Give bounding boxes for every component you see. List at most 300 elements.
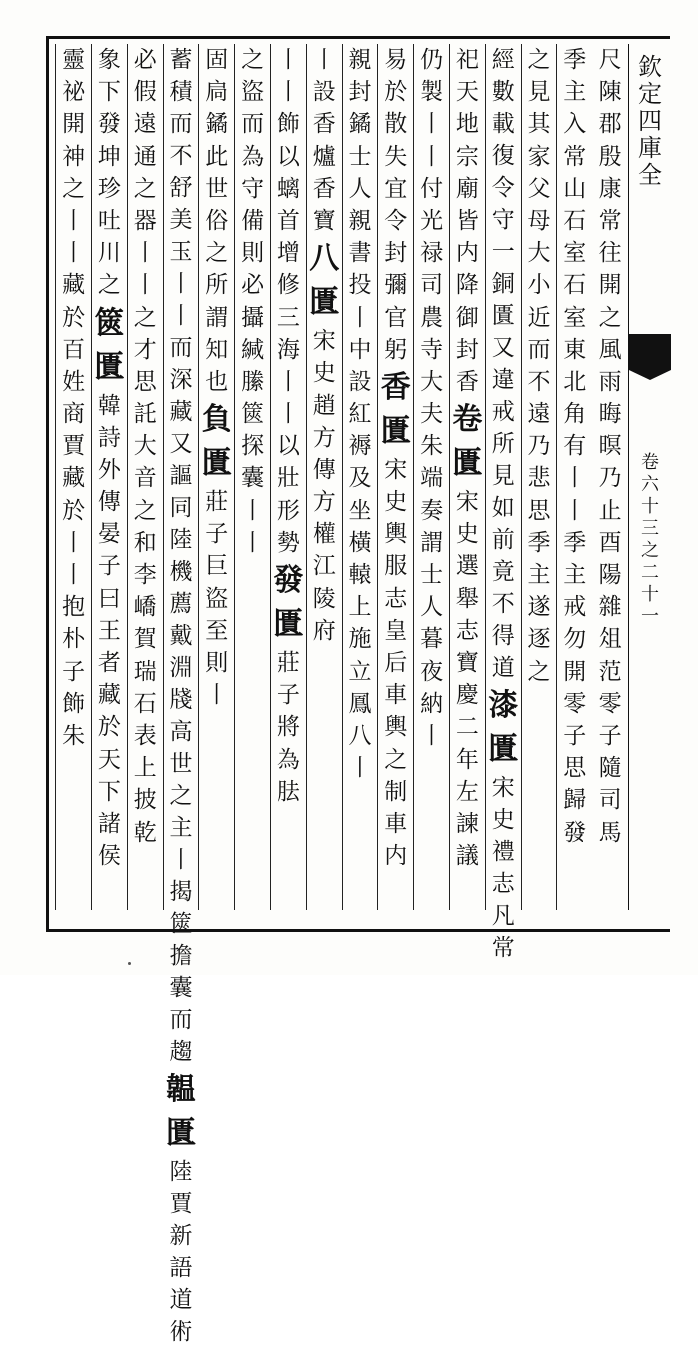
text-column bbox=[163, 44, 199, 1345]
text-char: 親 bbox=[348, 207, 372, 234]
text-char: 内 bbox=[455, 240, 479, 267]
text-char: 散 bbox=[384, 111, 408, 138]
text-char: 議 bbox=[455, 843, 479, 870]
text-char: 丨 bbox=[312, 47, 336, 73]
text-char: 形 bbox=[276, 497, 300, 524]
text-char: 世 bbox=[205, 175, 229, 202]
text-char: 丨 bbox=[133, 240, 157, 267]
text-column bbox=[449, 44, 485, 910]
text-char: 司 bbox=[598, 787, 622, 814]
text-char: 薦 bbox=[169, 591, 193, 617]
text-char: 思 bbox=[563, 755, 587, 782]
text-char: 鐍 bbox=[205, 111, 229, 138]
text-char: 王 bbox=[97, 617, 121, 644]
text-char: 寺 bbox=[420, 336, 444, 363]
text-char: 雨 bbox=[598, 368, 622, 395]
juan-char: 三 bbox=[641, 518, 659, 539]
text-char: 丨 bbox=[276, 79, 300, 106]
text-char: 積 bbox=[169, 79, 193, 105]
text-char: 宜 bbox=[384, 175, 408, 202]
text-char: 史 bbox=[384, 489, 408, 516]
text-char: 揭 bbox=[169, 879, 193, 905]
text-char: 陵 bbox=[312, 585, 336, 612]
text-char: 夜 bbox=[420, 658, 444, 685]
text-char: 所 bbox=[491, 431, 515, 457]
text-char: 小 bbox=[527, 272, 551, 299]
text-char: 姓 bbox=[62, 368, 86, 395]
text-char: 丨 bbox=[348, 755, 372, 782]
text-char: 吐 bbox=[97, 207, 121, 234]
text-char: 輿 bbox=[384, 714, 408, 741]
text-char: 逐 bbox=[527, 626, 551, 653]
page-gutter bbox=[628, 44, 670, 910]
text-char: 人 bbox=[420, 594, 444, 621]
text-char: 大 bbox=[527, 240, 551, 267]
text-char: 權 bbox=[312, 521, 336, 548]
text-char: 所 bbox=[205, 272, 229, 299]
text-char: 製 bbox=[420, 79, 444, 106]
text-char: 象 bbox=[97, 47, 121, 73]
text-char: 宋 bbox=[384, 456, 408, 483]
text-char: 禮 bbox=[491, 839, 515, 865]
juan-char: 卷 bbox=[641, 452, 659, 473]
text-char: 雜 bbox=[598, 594, 622, 621]
text-column bbox=[592, 44, 628, 910]
text-char: 諫 bbox=[455, 810, 479, 837]
speck bbox=[128, 962, 131, 965]
text-char: 石 bbox=[563, 272, 587, 299]
text-char: 左 bbox=[455, 778, 479, 805]
text-char: 士 bbox=[420, 562, 444, 588]
text-char: 封 bbox=[455, 336, 479, 363]
text-char: 志 bbox=[384, 585, 408, 612]
text-char: 之 bbox=[133, 175, 157, 202]
text-char: 謂 bbox=[205, 304, 229, 331]
text-char: 車 bbox=[384, 810, 408, 837]
text-char: 抱 bbox=[62, 594, 86, 621]
text-char: 探 bbox=[241, 433, 265, 460]
text-char: 書 bbox=[348, 240, 372, 267]
text-char: 語 bbox=[169, 1255, 193, 1281]
text-char: 遂 bbox=[527, 594, 551, 621]
text-char: 中 bbox=[348, 336, 372, 363]
text-column bbox=[377, 44, 413, 910]
entry-heading-char: 匱 bbox=[309, 285, 340, 321]
text-char: 郡 bbox=[598, 111, 622, 138]
text-char: 奏 bbox=[420, 497, 444, 524]
text-char: 篋 bbox=[169, 911, 193, 937]
text-char: 篋 bbox=[241, 401, 265, 428]
text-char: 為 bbox=[276, 746, 300, 773]
text-char: 此 bbox=[205, 143, 229, 170]
text-char: 為 bbox=[241, 143, 265, 170]
text-char: 於 bbox=[62, 497, 86, 524]
text-char: 令 bbox=[491, 175, 515, 201]
text-char: 緘 bbox=[241, 336, 265, 363]
text-char: 之 bbox=[384, 746, 408, 773]
text-char: 官 bbox=[384, 304, 408, 331]
juan-label bbox=[629, 452, 671, 628]
text-column bbox=[342, 44, 378, 910]
text-char: 才 bbox=[133, 336, 157, 363]
text-char: 常 bbox=[563, 143, 587, 170]
text-column bbox=[234, 44, 270, 910]
text-char: 丨 bbox=[205, 682, 229, 709]
text-char: 農 bbox=[420, 304, 444, 331]
text-char: 思 bbox=[133, 368, 157, 395]
text-char: 丨 bbox=[169, 271, 193, 297]
text-char: 府 bbox=[312, 617, 336, 644]
text-char: 載 bbox=[491, 111, 515, 137]
text-char: 失 bbox=[384, 143, 408, 170]
text-char: 皇 bbox=[384, 617, 408, 644]
book-title-char: 全 bbox=[638, 161, 662, 189]
text-char: 又 bbox=[491, 335, 515, 361]
text-char: 開 bbox=[598, 272, 622, 299]
text-char: 其 bbox=[527, 111, 551, 138]
text-char: 褥 bbox=[348, 433, 372, 460]
text-char: 遠 bbox=[527, 401, 551, 428]
text-char: 母 bbox=[527, 207, 551, 234]
text-char: 祕 bbox=[62, 79, 86, 106]
text-char: 戴 bbox=[169, 623, 193, 649]
text-char: 皆 bbox=[455, 207, 479, 234]
text-char: 擔 bbox=[169, 943, 193, 969]
text-char: 馬 bbox=[598, 819, 622, 846]
text-char: 盜 bbox=[205, 585, 229, 612]
text-char: 丨 bbox=[276, 368, 300, 395]
text-char: 凡 bbox=[491, 903, 515, 929]
text-char: 江 bbox=[312, 553, 336, 580]
text-char: 子 bbox=[205, 521, 229, 548]
text-char: 而 bbox=[169, 111, 193, 137]
text-char: 史 bbox=[455, 521, 479, 548]
text-char: 東 bbox=[563, 336, 587, 363]
text-char: 下 bbox=[97, 778, 121, 805]
text-char: 天 bbox=[455, 79, 479, 106]
text-char: 賈 bbox=[169, 1191, 193, 1217]
text-char: 躬 bbox=[384, 336, 408, 363]
text-char: 則 bbox=[205, 650, 229, 676]
text-char: 乃 bbox=[598, 465, 622, 492]
juan-char: 二 bbox=[641, 562, 659, 583]
text-char: 季 bbox=[527, 529, 551, 556]
text-char: 得 bbox=[491, 623, 515, 649]
juan-char: 十 bbox=[641, 584, 659, 605]
text-char: 囊 bbox=[169, 975, 193, 1001]
text-char: 匱 bbox=[491, 303, 515, 329]
text-char: 暮 bbox=[420, 626, 444, 653]
text-char: 子 bbox=[563, 722, 587, 749]
text-char: 玉 bbox=[169, 239, 193, 265]
text-char: 酉 bbox=[598, 529, 622, 556]
text-char: 海 bbox=[276, 336, 300, 363]
text-char: 諸 bbox=[97, 810, 121, 837]
text-char: 勢 bbox=[276, 529, 300, 556]
text-char: 禄 bbox=[420, 240, 444, 267]
text-char: 一 bbox=[491, 239, 515, 265]
text-char: 大 bbox=[133, 433, 157, 460]
text-char: 季 bbox=[563, 529, 587, 556]
text-char: 乃 bbox=[527, 433, 551, 460]
text-char: 牋 bbox=[169, 687, 193, 713]
text-char: 藏 bbox=[169, 399, 193, 425]
text-char: 丨 bbox=[563, 465, 587, 492]
text-char: 封 bbox=[348, 79, 372, 106]
text-char: 而 bbox=[169, 335, 193, 361]
text-char: 范 bbox=[598, 658, 622, 685]
book-title bbox=[629, 54, 671, 189]
text-char: 商 bbox=[62, 401, 86, 428]
text-char: 而 bbox=[241, 111, 265, 138]
text-char: 暝 bbox=[598, 433, 622, 460]
text-char: 必 bbox=[133, 47, 157, 73]
text-char: 光 bbox=[420, 207, 444, 234]
text-char: 下 bbox=[97, 79, 121, 106]
text-char: 宋 bbox=[312, 328, 336, 355]
text-char: 方 bbox=[312, 489, 336, 516]
text-char: 者 bbox=[97, 650, 121, 676]
book-title-char: 欽 bbox=[638, 53, 662, 81]
text-char: 守 bbox=[491, 207, 515, 233]
text-char: 設 bbox=[312, 79, 336, 106]
text-char: 至 bbox=[205, 617, 229, 644]
text-char: 丨 bbox=[62, 529, 86, 556]
text-char: 常 bbox=[491, 935, 515, 961]
text-column bbox=[521, 44, 557, 910]
text-char: 子 bbox=[62, 658, 86, 685]
text-char: 香 bbox=[312, 111, 336, 138]
entry-heading-char: 匱 bbox=[488, 732, 519, 767]
text-column bbox=[413, 44, 449, 910]
text-char: 如 bbox=[491, 495, 515, 521]
entry-heading-char: 負 bbox=[201, 402, 232, 438]
text-char: 靈 bbox=[62, 47, 86, 73]
text-char: 遠 bbox=[133, 111, 157, 138]
text-char: 志 bbox=[491, 871, 515, 897]
text-char: 見 bbox=[527, 79, 551, 106]
text-char: 固 bbox=[205, 47, 229, 73]
text-char: 蓄 bbox=[169, 47, 193, 73]
text-char: 銅 bbox=[491, 271, 515, 297]
text-char: 輿 bbox=[384, 521, 408, 548]
text-char: 不 bbox=[491, 591, 515, 617]
text-char: 丨 bbox=[62, 240, 86, 267]
text-char: 修 bbox=[276, 272, 300, 299]
text-char: 世 bbox=[169, 751, 193, 777]
text-char: 康 bbox=[598, 175, 622, 202]
text-char: 發 bbox=[563, 819, 587, 846]
text-char: 飾 bbox=[62, 690, 86, 717]
text-char: 莊 bbox=[205, 489, 229, 516]
entry-heading-char: 卷 bbox=[452, 402, 483, 438]
entry-heading-char: 匱 bbox=[452, 446, 483, 482]
text-char: 開 bbox=[563, 658, 587, 685]
text-char: 李 bbox=[133, 562, 157, 588]
text-char: 投 bbox=[348, 272, 372, 299]
text-char: 道 bbox=[169, 1287, 193, 1313]
text-char: 藏 bbox=[62, 465, 86, 492]
entry-heading-char: 篋 bbox=[94, 305, 125, 341]
text-char: 常 bbox=[598, 207, 622, 234]
text-char: 降 bbox=[455, 272, 479, 299]
text-char: 器 bbox=[133, 207, 157, 234]
text-char: 夫 bbox=[420, 401, 444, 428]
text-char: 陽 bbox=[598, 562, 622, 588]
text-char: 紅 bbox=[348, 401, 372, 428]
text-char: 主 bbox=[527, 562, 551, 588]
text-char: 不 bbox=[169, 143, 193, 169]
text-char: 和 bbox=[133, 529, 157, 556]
text-char: 以 bbox=[276, 433, 300, 460]
book-title-char: 定 bbox=[638, 80, 662, 108]
text-char: 川 bbox=[97, 240, 121, 267]
book-title-char: 四 bbox=[638, 107, 662, 135]
text-char: 志 bbox=[455, 617, 479, 644]
text-char: 巨 bbox=[205, 553, 229, 580]
text-char: 嶠 bbox=[133, 594, 157, 621]
text-char: 淵 bbox=[169, 655, 193, 681]
text-char: 扃 bbox=[205, 79, 229, 106]
text-char: 丨 bbox=[563, 497, 587, 524]
text-char: 朴 bbox=[62, 626, 86, 653]
text-char: 令 bbox=[384, 207, 408, 234]
text-char: 立 bbox=[348, 658, 372, 685]
text-char: 增 bbox=[276, 240, 300, 267]
text-char: 之 bbox=[133, 304, 157, 331]
text-char: 御 bbox=[455, 304, 479, 331]
text-char: 寶 bbox=[455, 650, 479, 676]
text-char: 珍 bbox=[97, 175, 121, 202]
text-char: 首 bbox=[276, 207, 300, 234]
text-char: 之 bbox=[205, 240, 229, 267]
text-char: 美 bbox=[169, 207, 193, 233]
entry-heading-char: 匱 bbox=[273, 607, 304, 642]
text-char: 必 bbox=[241, 272, 265, 299]
text-char: 道 bbox=[491, 655, 515, 681]
text-column bbox=[306, 44, 342, 910]
text-char: 乾 bbox=[133, 819, 157, 846]
text-char: 鐍 bbox=[348, 111, 372, 138]
text-char: 子 bbox=[276, 682, 300, 709]
text-char: 坤 bbox=[97, 143, 121, 170]
entry-heading-char: 香 bbox=[380, 369, 411, 405]
text-char: 以 bbox=[276, 143, 300, 170]
text-char: 之 bbox=[598, 304, 622, 331]
text-char: 仍 bbox=[420, 47, 444, 73]
text-char: 主 bbox=[169, 815, 193, 841]
text-char: 丨 bbox=[420, 722, 444, 749]
text-char: 封 bbox=[384, 240, 408, 267]
text-char: 俎 bbox=[598, 626, 622, 653]
text-char: 選 bbox=[455, 553, 479, 580]
text-char: 丨 bbox=[169, 847, 193, 873]
entry-heading-char: 漆 bbox=[488, 688, 519, 723]
text-char: 隨 bbox=[598, 755, 622, 782]
text-char: 三 bbox=[276, 304, 300, 331]
text-char: 歸 bbox=[563, 787, 587, 814]
text-char: 違 bbox=[491, 367, 515, 393]
text-char: 丨 bbox=[420, 143, 444, 170]
text-char: 於 bbox=[97, 714, 121, 741]
text-char: 於 bbox=[384, 79, 408, 106]
text-char: 施 bbox=[348, 626, 372, 653]
text-char: 八 bbox=[348, 722, 372, 749]
text-char: 知 bbox=[205, 336, 229, 363]
text-char: 外 bbox=[97, 456, 121, 483]
text-char: 近 bbox=[527, 304, 551, 331]
text-char: 室 bbox=[563, 240, 587, 267]
text-char: 士 bbox=[348, 143, 372, 170]
juan-char: 六 bbox=[641, 474, 659, 495]
text-char: 竟 bbox=[491, 559, 515, 585]
text-char: 前 bbox=[491, 527, 515, 553]
text-char: 假 bbox=[133, 79, 157, 106]
text-char: 司 bbox=[420, 272, 444, 299]
text-char: 史 bbox=[312, 360, 336, 387]
text-char: 之 bbox=[527, 658, 551, 685]
text-char: 侯 bbox=[97, 843, 121, 870]
text-char: 通 bbox=[133, 143, 157, 170]
text-char: 趨 bbox=[169, 1039, 193, 1065]
text-char: 晏 bbox=[97, 521, 121, 548]
text-char: 百 bbox=[62, 336, 86, 363]
text-column bbox=[485, 44, 521, 961]
text-char: 藏 bbox=[97, 682, 121, 709]
text-char: 内 bbox=[384, 843, 408, 870]
text-char: 將 bbox=[276, 714, 300, 741]
text-char: 經 bbox=[491, 47, 515, 73]
text-column bbox=[270, 44, 306, 910]
text-char: 壯 bbox=[276, 465, 300, 492]
text-char: 新 bbox=[169, 1223, 193, 1249]
text-char: 殷 bbox=[598, 143, 622, 170]
text-char: 思 bbox=[527, 497, 551, 524]
text-char: 也 bbox=[205, 368, 229, 395]
entry-heading-char: 匱 bbox=[201, 446, 232, 482]
text-char: 人 bbox=[348, 175, 372, 202]
text-char: 丨 bbox=[241, 529, 265, 556]
text-char: 坐 bbox=[348, 497, 372, 524]
text-column bbox=[91, 44, 127, 910]
text-char: 端 bbox=[420, 465, 444, 492]
text-char: 丨 bbox=[276, 47, 300, 73]
text-char: 謳 bbox=[169, 463, 193, 489]
text-char: 託 bbox=[133, 401, 157, 428]
text-char: 天 bbox=[97, 746, 121, 773]
text-char: 而 bbox=[169, 1007, 193, 1033]
entry-heading-char: 韞 bbox=[165, 1072, 196, 1107]
juan-char: 之 bbox=[641, 540, 659, 561]
text-char: 主 bbox=[563, 562, 587, 588]
text-char: 神 bbox=[62, 143, 86, 170]
text-char: 於 bbox=[62, 304, 86, 331]
text-char: 丨 bbox=[241, 497, 265, 524]
text-char: 表 bbox=[133, 722, 157, 749]
text-char: 納 bbox=[420, 690, 444, 717]
text-column bbox=[127, 44, 163, 910]
text-char: 藏 bbox=[62, 272, 86, 299]
text-char: 爐 bbox=[312, 143, 336, 170]
text-char: 二 bbox=[455, 714, 479, 741]
text-char: 地 bbox=[455, 111, 479, 138]
text-char: 往 bbox=[598, 240, 622, 267]
text-char: 之 bbox=[169, 783, 193, 809]
text-char: 室 bbox=[563, 304, 587, 331]
entry-heading-char: 匱 bbox=[380, 413, 411, 449]
text-char: 朱 bbox=[420, 433, 444, 460]
text-char: 韓 bbox=[97, 392, 121, 419]
